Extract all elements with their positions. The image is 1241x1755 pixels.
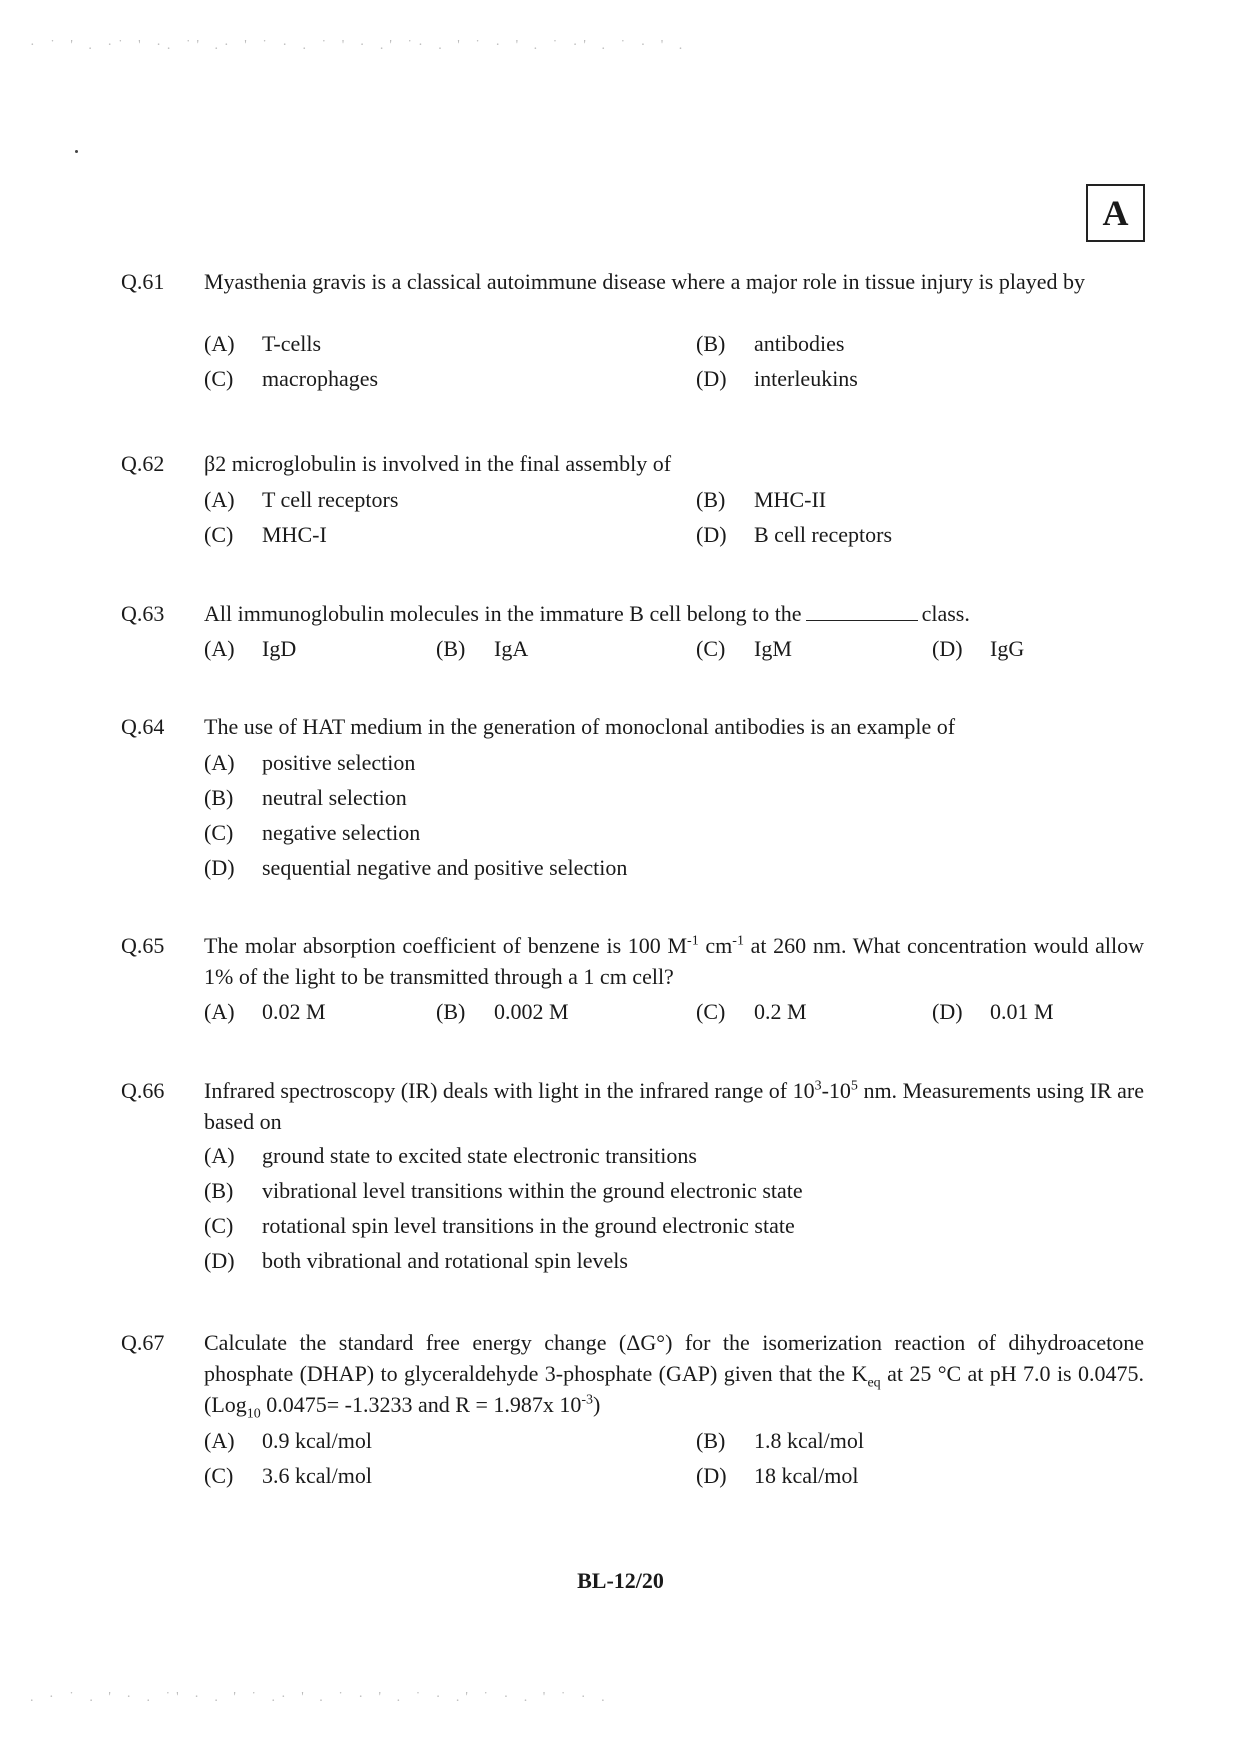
option-b: (B) 1.8 kcal/mol: [696, 1428, 864, 1453]
question-text: The molar absorption coefficient of benzene is 100 $M^{-1}$ $cm^{-1}$ at 260 nm. What concentration would allow 1% of the light to be transmitted through a 1 cm cell?: [204, 933, 1144, 989]
question-number: Q.61: [121, 269, 165, 294]
question-number: Q.67: [121, 1330, 165, 1355]
page-footer: BL-12/20: [577, 1568, 664, 1593]
question-text: The use of HAT medium in the generation of monoclonal antibodies is an example of: [204, 714, 956, 739]
question-number: Q.62: [121, 451, 165, 476]
option-a: (A) positive selection: [204, 750, 416, 775]
option-a: (A) 0.02 M: [204, 999, 326, 1024]
scan-noise-bottom: . · ˙ . ' · . ˙' · . ' ˙ .· ' . ˙ · ' . ˙ · .' ˙ · . ' ˙ · .: [30, 1690, 611, 1705]
question-number: Q.65: [121, 933, 165, 958]
option-b: (B) MHC-II: [696, 487, 827, 512]
fill-blank: [806, 602, 918, 621]
option-d: (D) IgG: [932, 636, 1025, 661]
version-box: A: [1086, 184, 1145, 242]
option-b: (B) antibodies: [696, 331, 845, 356]
option-d: (D) 0.01 M: [932, 999, 1054, 1024]
question-number: Q.66: [121, 1078, 165, 1103]
option-d: (D) sequential negative and positive selection: [204, 855, 628, 880]
option-a: (A) 0.9 kcal/mol: [204, 1428, 372, 1453]
scan-dot: [75, 150, 78, 153]
question-text: Calculate the standard free energy change (ΔG°) for the isomerization reaction of dihydroacetone phosphate (DHAP) to glyceraldehyde 3-phosphate (GAP) given that the $K_{eq}$ at 25 °C at pH 7.0 is 0.0475. (Log$_{10}$ 0.0475= -1.3233 and R = 1.987x $10^{-3}$): [204, 1330, 1144, 1422]
question-text: Infrared spectroscopy (IR) deals with light in the infrared range of $10^3-10^5$ nm. Measurements using IR are based on: [204, 1078, 1144, 1134]
question-text: Myasthenia gravis is a classical autoimmune disease where a major role in tissue injury is played by: [204, 269, 1085, 294]
option-d: (D) 18 kcal/mol: [696, 1463, 859, 1488]
option-d: (D) interleukins: [696, 366, 858, 391]
option-c: (C) 3.6 kcal/mol: [204, 1463, 372, 1488]
option-b: (B) IgA: [436, 636, 529, 661]
option-a: (A) IgD: [204, 636, 297, 661]
option-d: (D) B cell receptors: [696, 522, 893, 547]
option-a: (A) T-cells: [204, 331, 322, 356]
option-c: (C) rotational spin level transitions in the ground electronic state: [204, 1213, 795, 1238]
option-b: (B) 0.002 M: [436, 999, 569, 1024]
question-text: β2 microglobulin is involved in the final assembly of: [204, 451, 672, 476]
option-a: (A) ground state to excited state electronic transitions: [204, 1143, 697, 1168]
option-c: (C) macrophages: [204, 366, 379, 391]
option-b: (B) vibrational level transitions within the ground electronic state: [204, 1178, 803, 1203]
option-a: (A) T cell receptors: [204, 487, 399, 512]
question-number: Q.64: [121, 714, 165, 739]
option-c: (C) MHC-I: [204, 522, 327, 547]
option-c: (C) IgM: [696, 636, 792, 661]
option-b: (B) neutral selection: [204, 785, 407, 810]
option-d: (D) both vibrational and rotational spin levels: [204, 1248, 628, 1273]
question-text: All immunoglobulin molecules in the immature B cell belong to the class.: [204, 601, 970, 626]
option-c: (C) negative selection: [204, 820, 421, 845]
scan-noise-top: · ˙ ' . ·˙ ' ·. ˙' .· ' ˙ · . ˙ ' · .' ˙· . ' ˙ · ' . ˙ ·' . ˙ · ' .: [30, 38, 689, 53]
question-number: Q.63: [121, 601, 165, 626]
option-c: (C) 0.2 M: [696, 999, 807, 1024]
